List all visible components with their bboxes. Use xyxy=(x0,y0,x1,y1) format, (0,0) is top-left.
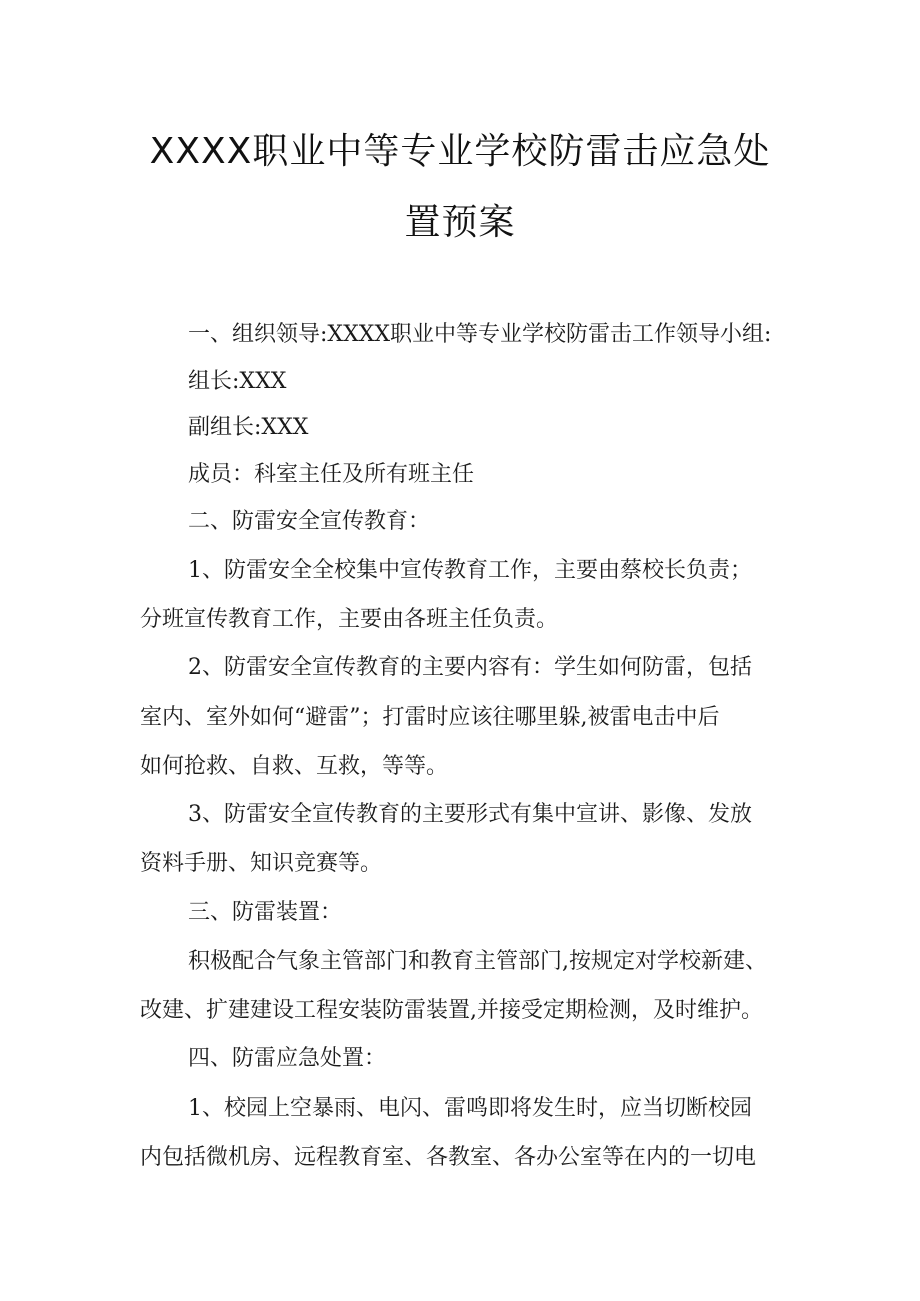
text-line-org-leadership: 一、组织领导:XXXX职业中等专业学校防雷击工作领导小组: xyxy=(188,322,772,347)
text-line-deputy-leader: 副组长:XXX xyxy=(188,415,309,440)
section-heading-4: 四、防雷应急处置： xyxy=(188,1046,387,1071)
text-line-item-1b: 分班宣传教育工作，主要由各班主任负责。 xyxy=(140,607,559,632)
text-line-emergency-1a: 1、校园上空暴雨、电闪、雷鸣即将发生时，应当切断校园 xyxy=(188,1096,752,1121)
document-title-line-1: XXXX职业中等专业学校防雷击应急处 xyxy=(149,131,771,172)
text-line-item-1a: 1、防雷安全全校集中宣传教育工作，主要由蔡校长负责； xyxy=(188,558,752,583)
text-line-item-3a: 3、防雷安全宣传教育的主要形式有集中宣讲、影像、发放 xyxy=(188,802,752,827)
text-line-emergency-1b: 内包括微机房、远程教育室、各教室、各办公室等在内的一切电 xyxy=(140,1145,757,1170)
text-line-device-a: 积极配合气象主管部门和教育主管部门,按规定对学校新建、 xyxy=(188,949,767,974)
text-line-team-leader: 组长:XXX xyxy=(188,369,287,394)
section-heading-2: 二、防雷安全宣传教育： xyxy=(188,509,431,534)
document-title-line-2: 置预案 xyxy=(404,202,516,243)
text-line-members: 成员：科室主任及所有班主任 xyxy=(188,462,475,487)
text-line-item-3b: 资料手册、知识竞赛等。 xyxy=(140,851,383,876)
text-line-item-2c: 如何抢救、自救、互救，等等。 xyxy=(140,754,449,779)
text-line-device-b: 改建、扩建建设工程安装防雷装置,并接受定期检测，及时维护。 xyxy=(140,998,763,1023)
section-heading-3: 三、防雷装置： xyxy=(188,900,343,925)
text-line-item-2a: 2、防雷安全宣传教育的主要内容有：学生如何防雷，包括 xyxy=(188,655,752,680)
text-line-item-2b: 室内、室外如何“避雷”；打雷时应该往哪里躲,被雷电击中后 xyxy=(140,705,720,730)
